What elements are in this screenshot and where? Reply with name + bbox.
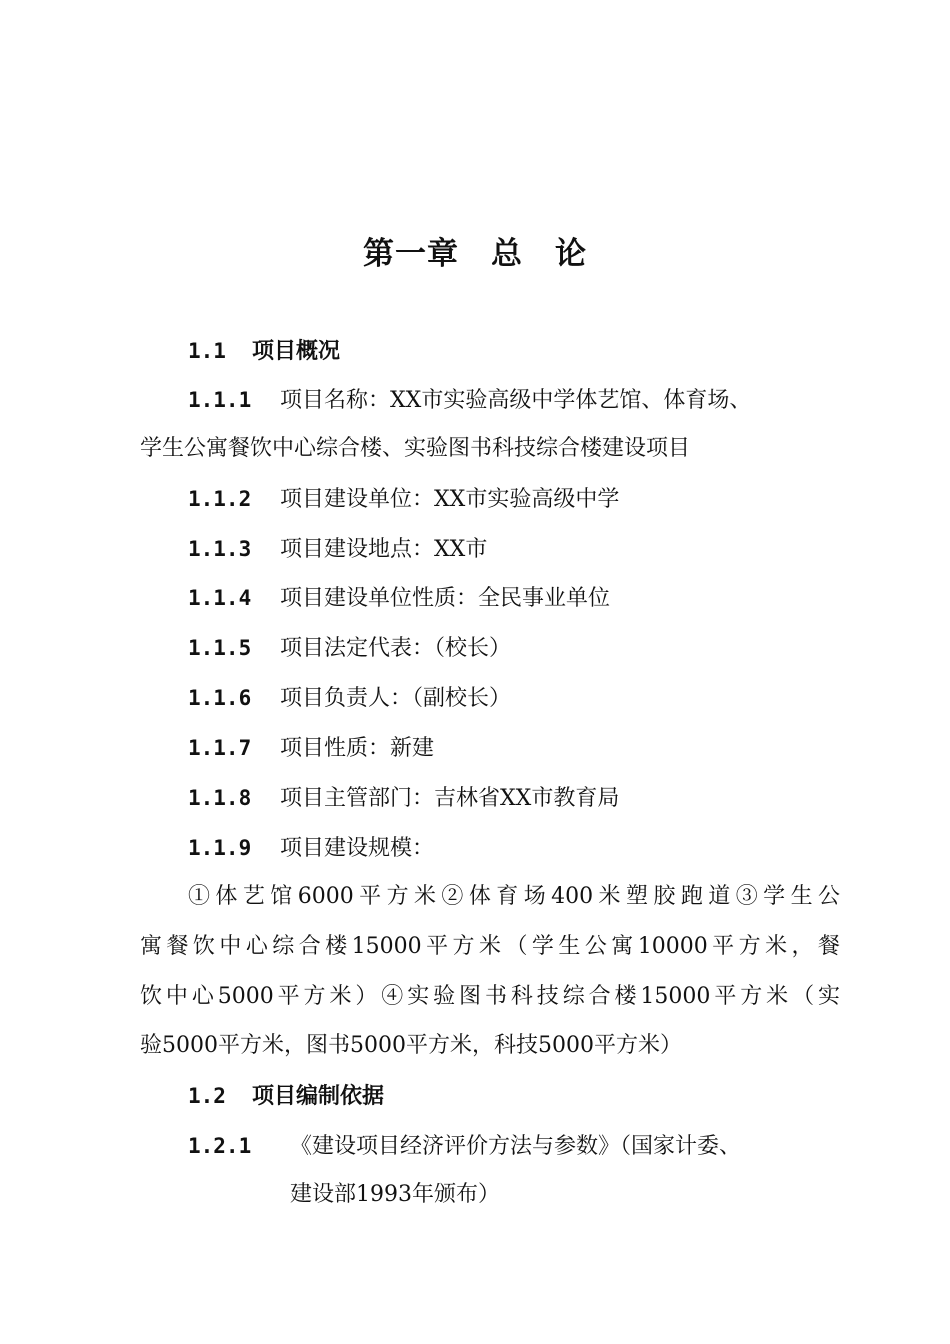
item-number: 1.1.5 [188,636,252,660]
chapter-title: 第一章 总 论 [363,236,587,272]
item-text: 项目负责人：（副校长） [280,686,512,711]
item-1-1-7 [188,733,888,764]
item-text: 项目建设单位：XX市实验高级中学 [280,487,620,512]
item-number: 1.1.4 [188,586,252,610]
item-number: 1.1.1 [188,388,252,412]
item-1-1-9 [188,833,888,864]
scale-paragraph-line-2 [140,932,840,962]
item-text: 项目建设地点：XX市 [280,537,488,562]
item-number: 1.1.2 [188,487,252,511]
item-1-2-1 [188,1131,888,1162]
paragraph-text: 验5000平方米，图书5000平方米，科技5000平方米） [140,1033,682,1058]
item-1-1-8 [188,783,888,814]
scale-paragraph-line-1 [188,882,840,912]
item-1-1-6 [188,683,888,714]
section-title: 项目编制依据 [252,1084,385,1109]
item-text: 《建设项目经济评价方法与参数》（国家计委、 [290,1134,742,1159]
section-title: 项目概况 [252,339,341,364]
item-1-1-4 [188,583,888,614]
item-number: 1.2.1 [188,1134,252,1158]
scale-paragraph-line-4 [140,1031,840,1061]
item-text: 项目主管部门：吉林省XX市教育局 [280,786,620,811]
paragraph-text: 寓餐饮中心综合楼15000平方米（学生公寓10000平方米，餐 [140,934,840,959]
item-1-1-5 [188,633,888,664]
item-text: 项目名称：XX市实验高级中学体艺馆、体育场、 [280,388,752,413]
item-number: 1.1.9 [188,836,252,860]
item-text-continuation: 学生公寓餐饮中心综合楼、实验图书科技综合楼建设项目 [140,436,691,461]
item-1-1-3 [188,534,888,565]
item-1-2-1-continuation [290,1180,950,1210]
item-text: 项目性质：新建 [280,736,435,761]
section-heading-1-2 [188,1081,888,1112]
item-1-1-2 [188,484,888,515]
scale-paragraph-line-3 [140,982,840,1012]
section-number: 1.2 [188,1084,226,1108]
item-text: 项目建设规模： [280,836,435,861]
paragraph-text: 饮中心5000平方米）④实验图书科技综合楼15000平方米（实 [140,984,840,1009]
item-1-1-1-continuation [140,434,840,464]
section-heading-1-1 [188,336,888,367]
section-number: 1.1 [188,339,226,363]
item-text: 项目建设单位性质：全民事业单位 [280,586,611,611]
item-number: 1.1.8 [188,786,252,810]
item-text-continuation: 建设部1993年颁布） [290,1182,500,1207]
item-text: 项目法定代表：（校长） [280,636,512,661]
item-1-1-1 [188,385,888,416]
item-number: 1.1.3 [188,537,252,561]
item-number: 1.1.7 [188,736,252,760]
item-number: 1.1.6 [188,686,252,710]
paragraph-text: ①体艺馆6000平方米②体育场400米塑胶跑道③学生公 [188,884,840,909]
